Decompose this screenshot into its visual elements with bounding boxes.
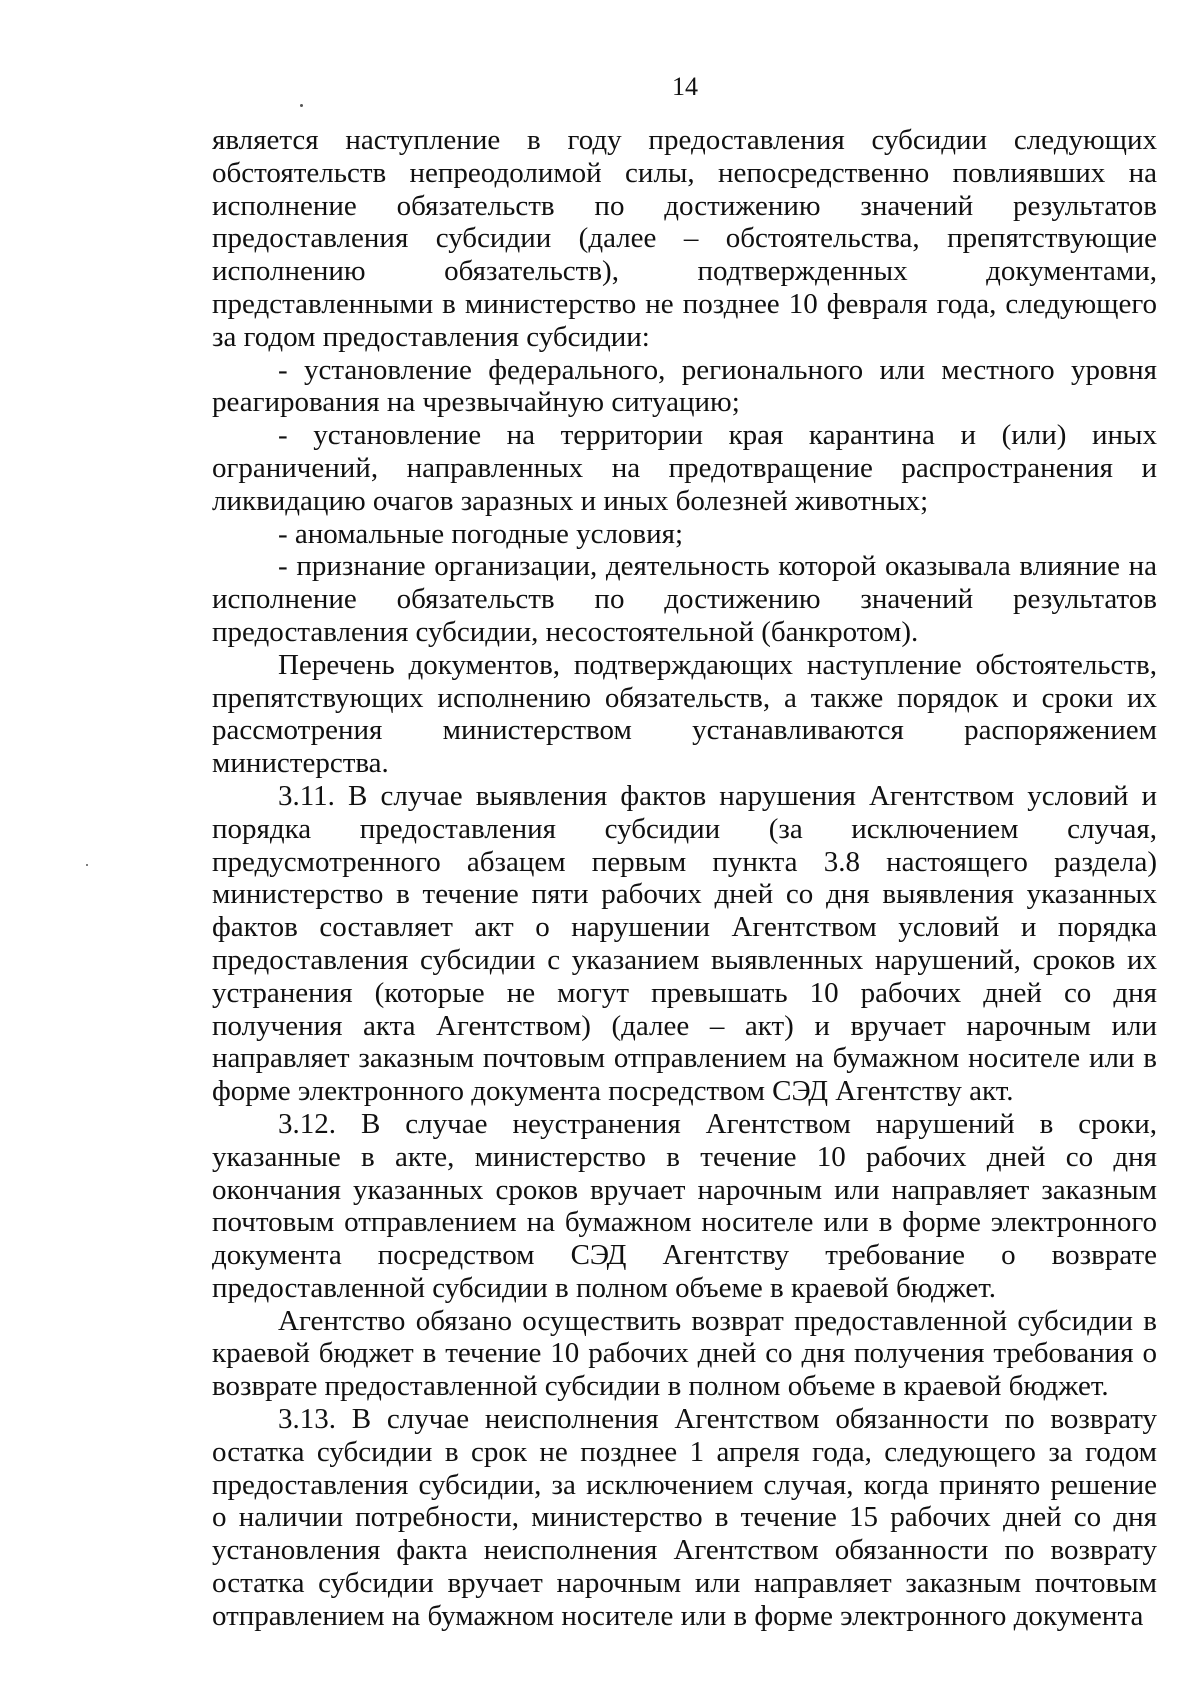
paragraph-refund-obligation: Агентство обязано осуществить возврат предоставленной субсидии в краевой бюджет в течение 10 рабочих дней со дня получения требования о возврате предоставленной субсидии в полном объеме в краевой бюджет. bbox=[212, 1304, 1157, 1403]
scan-speck bbox=[86, 864, 88, 866]
document-body bbox=[212, 124, 1157, 1633]
list-item-emergency-response: - установление федерального, регионального или местного уровня реагирования на чрезвычайную ситуацию; bbox=[212, 353, 1157, 419]
list-item-quarantine: - установление на территории края карантина и (или) иных ограничений, направленных на предотвращение распространения и ликвидацию очагов заразных и иных болезней животных; bbox=[212, 419, 1157, 517]
paragraph-3-11: 3.11. В случае выявления фактов нарушения Агентством условий и порядка предоставления субсидии (за исключением случая, предусмотренного абзацем первым пункта 3.8 настоящего раздела) министерство в течение пяти рабочих дней со дня выявления указанных фактов составляет акт о нарушении Агентством условий и порядка предоставления субсидии с указанием выявленных нарушений, сроков их устранения (которые не могут превышать 10 рабочих дней со дня получения акта Агентством) (далее – акт) и вручает нарочным или направляет заказным почтовым отправлением на бумажном носителе или в форме электронного документа посредством СЭД Агентству акт. bbox=[212, 779, 1157, 1108]
list-item-bankruptcy: - признание организации, деятельность которой оказывала влияние на исполнение обязательств по достижению значений результатов предоставления субсидии, несостоятельной (банкротом). bbox=[212, 550, 1157, 648]
paragraph-3-12: 3.12. В случае неустранения Агентством нарушений в сроки, указанные в акте, министерство в течение 10 рабочих дней со дня окончания указанных сроков вручает нарочным или направляет заказным почтовым отправлением на бумажном носителе или в форме электронного документа посредством СЭД Агентству требование о возврате предоставленной субсидии в полном объеме в краевой бюджет. bbox=[212, 1107, 1157, 1304]
page-number: 14 bbox=[672, 72, 698, 101]
list-item-weather: - аномальные погодные условия; bbox=[278, 517, 684, 550]
scan-speck bbox=[300, 104, 303, 107]
paragraph-documents-list: Перечень документов, подтверждающих наступление обстоятельств, препятствующих исполнению обязательств, а также порядок и сроки их рассмотрения министерством устанавливаются распоряжением министерства. bbox=[212, 648, 1157, 780]
paragraph-continuation: является наступление в году предоставления субсидии следующих обстоятельств непреодолимой силы, непосредственно повлиявших на исполнение обязательств по достижению значений результатов предоставления субсидии (далее – обстоятельства, препятствующие исполнению обязательств), подтвержденных документами, представленными в министерство не позднее 10 февраля года, следующего за годом предоставления субсидии: bbox=[212, 124, 1157, 353]
paragraph-3-13: 3.13. В случае неисполнения Агентством обязанности по возврату остатка субсидии в срок не позднее 1 апреля года, следующего за годом предоставления субсидии, за исключением случая, когда принято решение о наличии потребности, министерство в течение 15 рабочих дней со дня установления факта неисполнения Агентством обязанности по возврату остатка субсидии вручает нарочным или направляет заказным почтовым отправлением на бумажном носителе или в форме электронного документа bbox=[212, 1403, 1157, 1632]
